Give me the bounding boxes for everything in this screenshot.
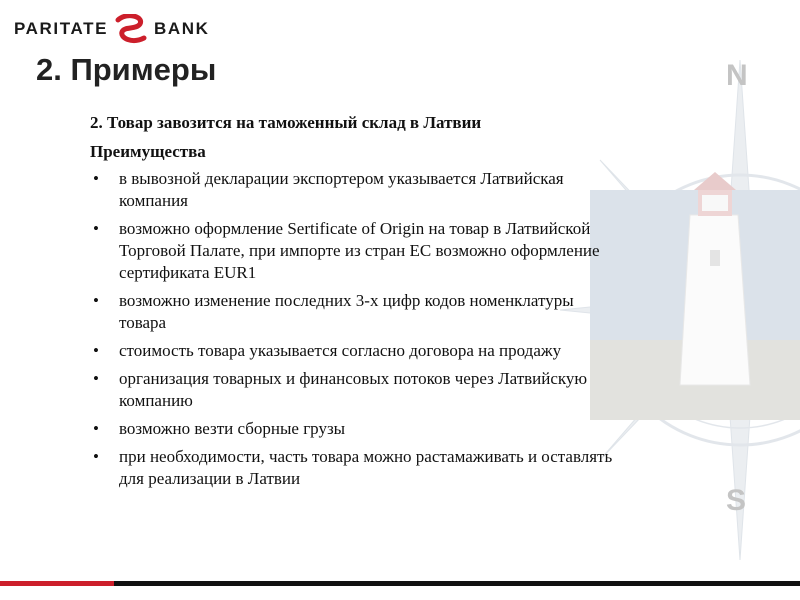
bullet-icon: • — [93, 219, 99, 238]
list-item-text: организация товарных и финансовых потоков через Латвийскую компанию — [119, 369, 588, 410]
bullet-icon: • — [93, 419, 99, 438]
list-item — [90, 218, 620, 284]
logo-mark-icon — [114, 14, 150, 44]
bullet-icon: • — [93, 291, 99, 310]
list-item-text: при необходимости, часть товара можно растамаживать и оставлять для реализации в Латвии — [119, 447, 613, 488]
list-item — [90, 340, 620, 362]
slide-content — [90, 112, 620, 496]
paritate-bank-logo — [14, 14, 210, 44]
advantages-list — [90, 168, 620, 490]
logo-text-paritate: PARITATE — [14, 19, 109, 38]
list-item-text: возможно везти сборные грузы — [119, 419, 346, 438]
content-subtitle: 2. Товар завозится на таможенный склад в Латвии — [90, 113, 482, 132]
compass-north-letter: N — [726, 59, 748, 92]
list-item — [90, 368, 620, 412]
list-item-text: стоимость товара указывается согласно договора на продажу — [119, 341, 562, 360]
footer-line — [114, 581, 800, 586]
bullet-icon: • — [93, 169, 99, 188]
advantages-heading: Преимущества — [90, 142, 206, 161]
footer-accent-line — [0, 581, 114, 586]
list-item — [90, 446, 620, 490]
list-item — [90, 290, 620, 334]
logo-text-bank: BANK — [154, 19, 210, 38]
compass-south-letter: S — [726, 484, 747, 517]
page-title: 2. Примеры — [36, 52, 217, 87]
list-item-text: возможно изменение последних 3-х цифр кодов номенклатуры товара — [119, 291, 574, 332]
bullet-icon: • — [93, 369, 99, 388]
list-item-text: в вывозной декларации экспортером указывается Латвийская компания — [119, 169, 564, 210]
bullet-icon: • — [93, 341, 99, 360]
list-item — [90, 168, 620, 212]
list-item-text: возможно оформление Sertificate of Origin на товар в Латвийской Торговой Палате, при импорте из стран ЕС возможно оформление сертификата EUR1 — [119, 219, 600, 282]
list-item — [90, 418, 620, 440]
bullet-icon: • — [93, 447, 99, 466]
